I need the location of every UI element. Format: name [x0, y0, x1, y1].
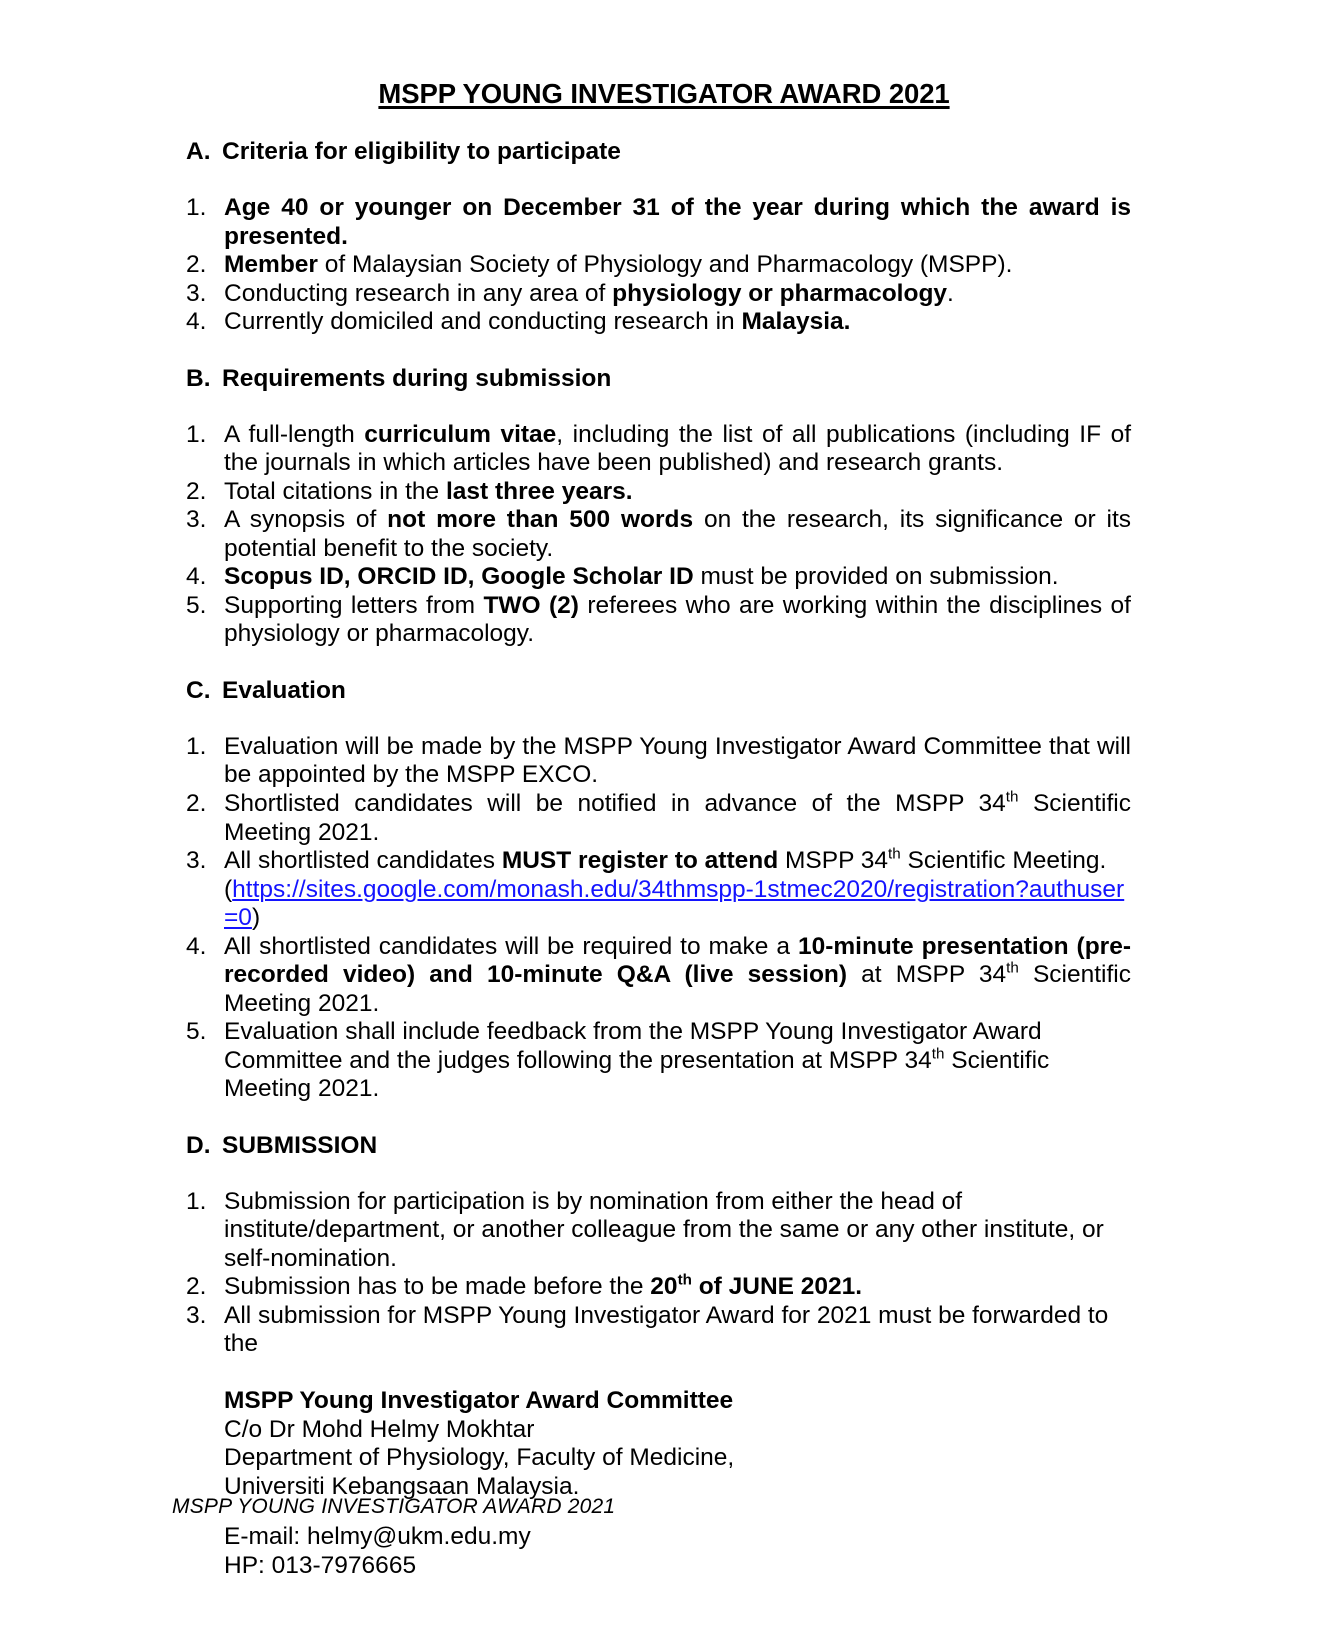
section-heading-c: [186, 677, 1131, 705]
bold-run: Malaysia.: [741, 308, 851, 336]
list-text: [224, 251, 1131, 280]
plain-run: must be provided on submission.: [693, 563, 1059, 591]
plain-run: , including the list of all publications (including IF of the journals in which articles have been published) and research grants.: [224, 420, 1132, 477]
plain-run: Scientific Meeting 2021.: [224, 961, 1131, 1017]
list-item: [186, 933, 1131, 1019]
list-text: [224, 421, 1131, 478]
bold-run: Age 40 or younger on December 31 of the year during which the award is presented.: [224, 194, 1131, 250]
list-number: 4.: [186, 563, 207, 591]
list-text: [224, 308, 1131, 337]
list-number: 1.: [186, 420, 207, 448]
bold-run: MUST register to attend: [501, 847, 779, 875]
plain-run: Supporting letters from: [224, 591, 484, 619]
plain-run: Currently domiciled and conducting research in: [224, 308, 742, 336]
list-number: 3.: [186, 1301, 207, 1329]
superscript-th: th: [888, 845, 901, 863]
plain-run: Scientific Meeting.: [900, 847, 1107, 875]
section-heading-a: [186, 138, 1131, 166]
list-item: [186, 790, 1131, 847]
bold-run: TWO (2): [483, 591, 579, 619]
plain-run: at MSPP 34: [847, 961, 1007, 989]
plain-run: Total citations in the: [224, 477, 446, 505]
bold-day: 20: [650, 1273, 678, 1301]
list-item: [186, 1188, 1131, 1274]
paren-close: ): [251, 904, 261, 932]
list-number: 2.: [186, 251, 207, 279]
list-item: [186, 1018, 1131, 1104]
bold-run: [650, 1273, 862, 1300]
plain-run: .: [947, 279, 954, 307]
section-letter-d: D.: [186, 1131, 211, 1159]
plain-run: on the research, its significance or its potential benefit to the society.: [224, 506, 1132, 562]
superscript-th: th: [1006, 959, 1019, 977]
list-item: [186, 733, 1131, 790]
list-text: [224, 194, 1131, 251]
plain-run: A synopsis of: [224, 506, 388, 534]
superscript-th: th: [677, 1272, 692, 1289]
list-text: [224, 933, 1131, 1019]
section-title-c: Evaluation: [222, 676, 346, 704]
list-text: [224, 790, 1131, 847]
list-number: 2.: [186, 477, 207, 505]
list-number: 1.: [186, 1187, 207, 1215]
plain-run: All shortlisted candidates will be required to make a: [224, 932, 798, 960]
list-number: 4.: [186, 932, 207, 960]
list-item: [186, 478, 1131, 507]
section-b-list: [186, 421, 1131, 649]
university-line: Universiti Kebangsaan Malaysia.: [224, 1472, 580, 1500]
list-item: [186, 592, 1131, 649]
list-number: 3.: [186, 279, 207, 307]
list-item: [186, 251, 1131, 280]
list-number: 5.: [186, 591, 207, 619]
list-text: [224, 563, 1131, 592]
plain-run: Scientific Meeting 2021.: [224, 1046, 1050, 1103]
list-text: Submission for participation is by nomination from either the head of institute/department, or another colleague from the same or any other institute, or self-nomination.: [224, 1187, 1104, 1272]
page-footer: MSPP YOUNG INVESTIGATOR AWARD 2021: [172, 1495, 616, 1518]
section-letter-b: B.: [186, 364, 211, 392]
list-item: [186, 1273, 1131, 1302]
document-body: [186, 138, 1131, 1580]
registration-link[interactable]: https://sites.google.com/monash.edu/34thmspp-1stmec2020/registration?authuser=0: [224, 875, 1125, 932]
plain-run: referees who are working within the disciplines of physiology or pharmacology.: [224, 591, 1131, 648]
bold-run: last three years.: [445, 477, 633, 505]
bold-run: physiology or pharmacology: [612, 279, 948, 307]
care-of-line: C/o Dr Mohd Helmy Mokhtar: [224, 1415, 535, 1443]
superscript-th: th: [931, 1045, 945, 1063]
section-heading-b: [186, 365, 1131, 393]
list-number: 3.: [186, 506, 207, 534]
phone-line: HP: 013-7976665: [224, 1551, 417, 1579]
list-text: All submission for MSPP Young Investigator Award for 2021 must be forwarded to the: [224, 1301, 1109, 1358]
list-number: 1.: [186, 732, 207, 760]
section-a-list: [186, 194, 1131, 337]
list-number: 3.: [186, 847, 207, 875]
section-title-b: Requirements during submission: [222, 364, 612, 392]
plain-run: Scientific Meeting 2021.: [224, 789, 1131, 846]
list-item: [186, 280, 1131, 309]
bold-run: Member: [224, 251, 318, 279]
section-title-a: Criteria for eligibility to participate: [222, 138, 621, 165]
list-text: [224, 1018, 1131, 1104]
list-text: [224, 847, 1131, 933]
plain-run: Submission has to be made before the: [224, 1273, 651, 1301]
contact-block: [224, 1387, 1131, 1580]
bold-run: 10-minute presentation (pre-recorded video) and 10-minute Q&A (live session): [224, 932, 1131, 989]
list-number: 5.: [186, 1018, 207, 1046]
list-text: Evaluation will be made by the MSPP Young Investigator Award Committee that will be appointed by the MSPP EXCO.: [224, 732, 1131, 789]
plain-run: of Malaysian Society of Physiology and Pharmacology (MSPP).: [317, 251, 1013, 279]
superscript-th: th: [1005, 788, 1019, 806]
committee-name: MSPP Young Investigator Award Committee: [224, 1387, 734, 1414]
list-item: [186, 506, 1131, 563]
list-item: [186, 847, 1131, 933]
list-text: [224, 506, 1131, 563]
section-heading-d: [186, 1132, 1131, 1160]
plain-run: A full-length: [224, 420, 365, 448]
plain-run: Evaluation shall include feedback from the MSPP Young Investigator Award Committee and the judges following the presentation at MSPP 34: [224, 1018, 1042, 1074]
department-line: Department of Physiology, Faculty of Medicine,: [224, 1444, 735, 1472]
list-item: [186, 1302, 1131, 1359]
list-item: [186, 194, 1131, 251]
list-number: 2.: [186, 1273, 207, 1301]
list-item: [186, 421, 1131, 478]
plain-run: Conducting research in any area of: [224, 279, 613, 307]
list-text: [224, 280, 1131, 309]
list-item: [186, 563, 1131, 592]
section-d-list: [186, 1188, 1131, 1359]
page-title: [0, 78, 1328, 110]
plain-run: All shortlisted candidates: [224, 847, 502, 875]
page-title-text: MSPP YOUNG INVESTIGATOR AWARD 2021: [378, 78, 950, 109]
list-text: [224, 1273, 1131, 1302]
section-c-list: [186, 733, 1131, 1104]
section-title-d: SUBMISSION: [222, 1131, 378, 1159]
section-letter-c: C.: [186, 676, 211, 704]
list-number: 2.: [186, 789, 207, 817]
bold-run: curriculum vitae: [364, 420, 557, 448]
list-number: 4.: [186, 308, 207, 336]
bold-month-year: of JUNE 2021.: [691, 1273, 863, 1301]
bold-run: Scopus ID, ORCID ID, Google Scholar ID: [224, 563, 694, 591]
bold-run: not more than 500 words: [387, 506, 694, 534]
plain-run: Shortlisted candidates will be notified in advance of the MSPP 34: [224, 789, 1006, 817]
plain-run: MSPP 34: [778, 847, 889, 875]
list-text: [224, 592, 1131, 649]
list-item: [186, 308, 1131, 337]
list-number: 1.: [186, 194, 207, 221]
email-line: E-mail: helmy@ukm.edu.my: [224, 1523, 531, 1551]
list-text: [224, 478, 1131, 507]
section-letter-a: A.: [186, 138, 211, 165]
paren-open: (: [224, 875, 233, 903]
